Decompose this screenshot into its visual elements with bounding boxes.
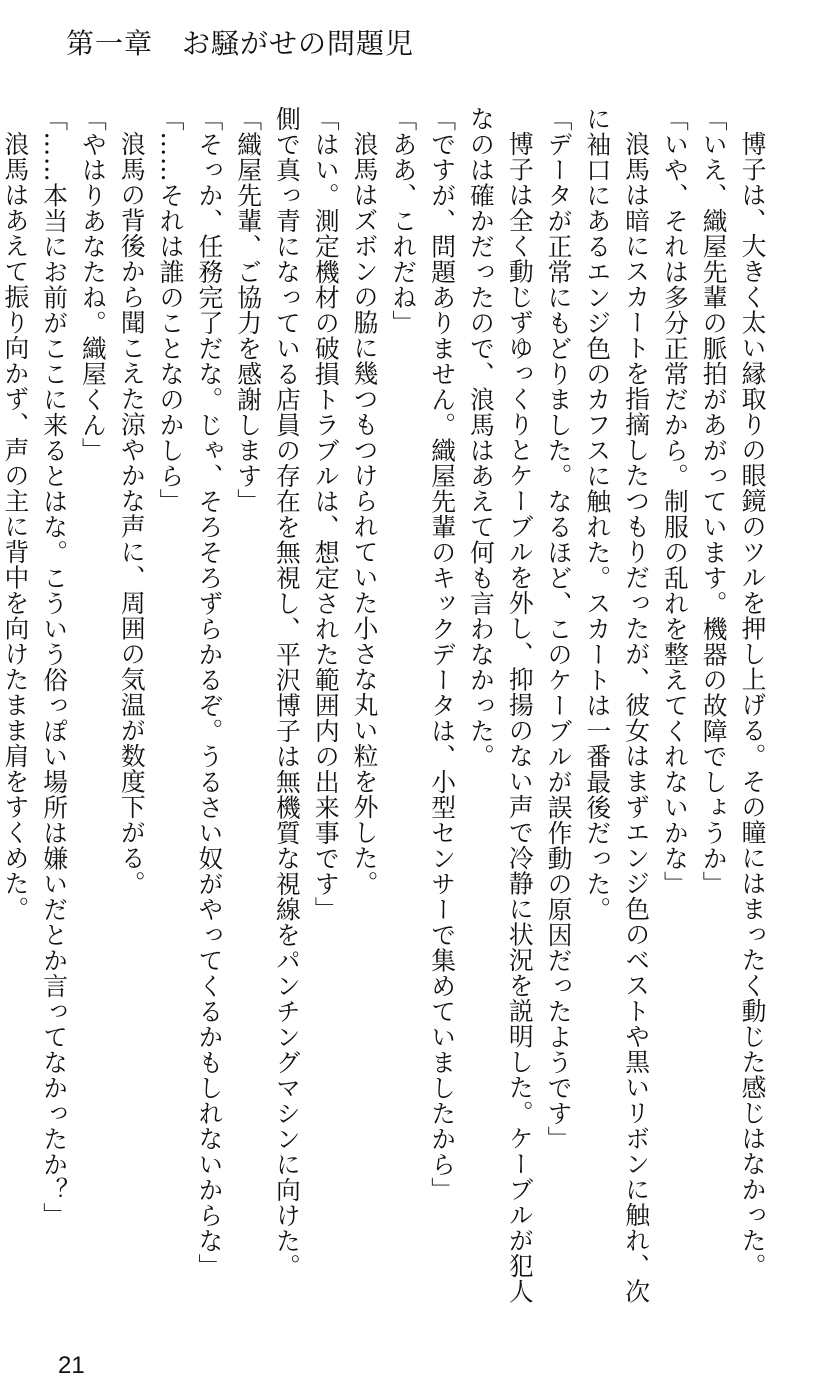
paragraph: 浪馬の背後から聞こえた涼やかな声に、周囲の気温が数度下がる。 bbox=[117, 130, 147, 896]
paragraph: 「ああ、これだね」 bbox=[388, 106, 418, 336]
paragraph: 「ですが、問題ありません。織屋先輩のキックデータは、小型センサーで集めていましたから」 bbox=[427, 106, 457, 1203]
paragraph: 「データが正常にもどりました。なるほど、このケーブルが誤作動の原因だったようです」 bbox=[544, 106, 574, 1152]
paragraph: 「いえ、織屋先輩の脈拍があがっています。機器の故障でしょうか」 bbox=[699, 106, 729, 897]
paragraph: 「はい。測定機材の破損トラブルは、想定された範囲内の出来事です」 bbox=[311, 106, 341, 922]
paragraph: 側で真っ青になっている店員の存在を無視し、平沢博子は無機質な視線をパンチングマシンに向けた。 bbox=[272, 106, 302, 1279]
paragraph: 「……それは誰のことなのかしら」 bbox=[156, 106, 186, 514]
paragraph: 博子は、大きく太い縁取りの眼鏡のツルを押し上げる。その瞳にはまったく動じた感じはなかった。 bbox=[738, 130, 767, 1279]
paragraph: 浪馬は暗にスカートを指摘したつもりだったが、彼女はまずエンジ色のベストや黒いリボンに触れ、次に袖口にあるエンジ色のカフスに触れた。スカートは一番最後だった。 bbox=[582, 106, 651, 1304]
paragraph: 浪馬はあえて振り向かず、声の主に背中を向けたまま肩をすくめた。 bbox=[0, 130, 30, 922]
paragraph: 浪馬はズボンの脇に幾つもつけられていた小さな丸い粒を外した。 bbox=[350, 130, 380, 896]
body-text bbox=[0, 106, 771, 1306]
paragraph: 博子は全く動じずゆっくりとケーブルを外し、抑揚のない声で冷静に状況を説明した。ケーブルが犯人なのは確かだったので、浪馬はあえて何も言わなかった。 bbox=[466, 106, 535, 1304]
paragraph: 「そっか、任務完了だな。じゃ、そろそろずらかるぞ。うるさい奴がやってくるかもしれないからな」 bbox=[194, 106, 224, 1279]
paragraph: 「いや、それは多分正常だから。制服の乱れを整えてくれないかな」 bbox=[660, 106, 690, 897]
page-number: 21 bbox=[58, 1352, 85, 1379]
paragraph: 「やはりあなたね。織屋くん」 bbox=[78, 106, 108, 463]
paragraph: 「……本当にお前がここに来るとはな。こういう俗っぽい場所は嫌いだとか言ってなかったか？」 bbox=[39, 106, 69, 1228]
chapter-title: 第一章 お騒がせの問題児 bbox=[66, 27, 415, 60]
paragraph: 「織屋先輩、ご協力を感謝します」 bbox=[233, 106, 263, 514]
